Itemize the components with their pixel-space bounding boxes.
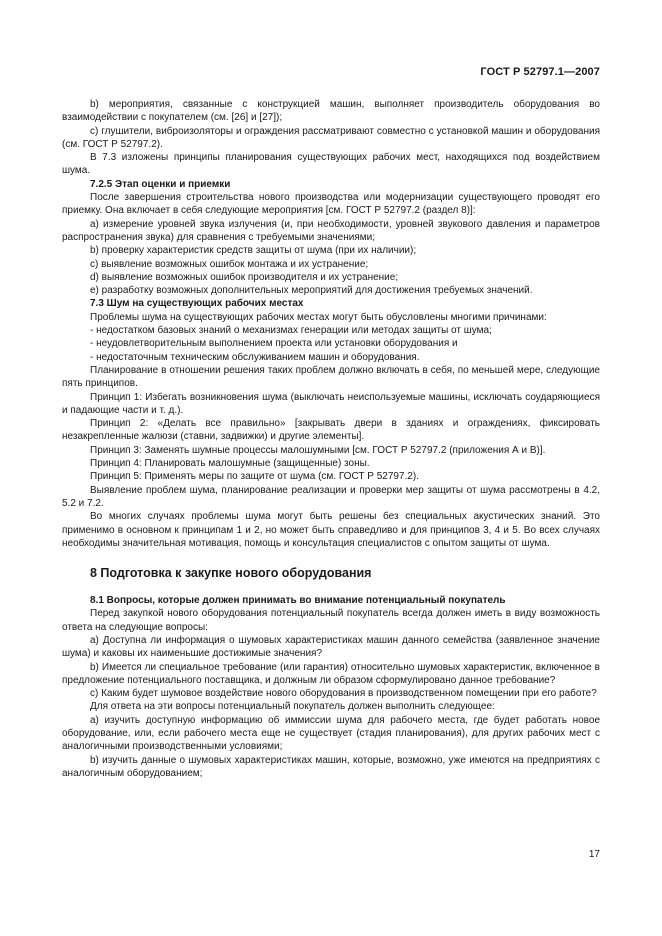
paragraph: В 7.3 изложены принципы планирования существующих рабочих мест, находящихся под воздействием шума.	[62, 152, 600, 177]
list-item: а) измерение уровней звука излучения (и, при необходимости, уровней звукового давления и параметров распространения звука) для сравнения с требуемыми значениями;	[62, 218, 600, 243]
paragraph: Принцип 5: Применять меры по защите от шума (см. ГОСТ Р 52797.2).	[90, 471, 419, 483]
paragraph: Принцип 2: «Делать все правильно» [закрывать двери в зданиях и ограждениях, фиксировать незакрепленные жалюзи (ставни, задвижки) и другие элементы].	[62, 418, 600, 443]
list-item: b) Имеется ли специальное требование (или гарантия) относительно шумовых характеристик, включенное в предложение потенциального поставщика, и должным ли образом сформулировано данное требование?	[62, 661, 600, 686]
paragraph: Выявление проблем шума, планирование реализации и проверки мер защиты от шума рассмотрены в 4.2, 5.2 и 7.2.	[62, 484, 600, 509]
list-item: - недостаточным техническим обслуживанием машин и оборудования.	[90, 351, 420, 363]
list-item: е) разработку возможных дополнительных мероприятий для достижения требуемых значений.	[90, 285, 533, 297]
paragraph: Принцип 4: Планировать малошумные (защищенные) зоны.	[90, 458, 370, 470]
section-heading: 8 Подготовка к закупке нового оборудования	[90, 566, 372, 581]
paragraph: с) глушители, виброизоляторы и ограждения рассматривают совместно с установкой машин и оборудования (см. ГОСТ Р 52797.2).	[62, 125, 600, 150]
list-item: d) выявление возможных ошибок производителя и их устранение;	[90, 271, 399, 283]
document-code: ГОСТ Р 52797.1—2007	[480, 66, 600, 78]
paragraph: b) мероприятия, связанные с конструкцией машин, выполняет производитель оборудования во взаимодействии с покупателем (см. [26] и [27]);	[62, 99, 600, 124]
paragraph: Проблемы шума на существующих рабочих местах могут быть обусловлены многими причинами:	[90, 311, 547, 323]
page-body	[62, 98, 600, 780]
subsection-heading: 8.1 Вопросы, которые должен принимать во внимание потенциальный покупатель	[90, 595, 506, 607]
paragraph: После завершения строительства нового производства или модернизации существующего проводят его приемку. Она включает в себя следующие мероприятия [см. ГОСТ Р 52797.2 (раздел 8)]:	[62, 192, 600, 217]
list-item: - недостатком базовых знаний о механизмах генерации или методах защиты от шума;	[90, 325, 492, 337]
paragraph: Принцип 1: Избегать возникновения шума (выключать неиспользуемые машины, исключать соударяющиеся и падающие части и т. д.).	[62, 391, 600, 416]
list-item: b) изучить данные о шумовых характеристиках машин, которые, возможно, уже имеются на предприятиях с аналогичным оборудованием;	[62, 754, 600, 779]
list-item: а) Доступна ли информация о шумовых характеристиках машин данного семейства (заявленное значение шума) и каковы их наименьшие достижимые значения?	[62, 634, 600, 660]
paragraph: Для ответа на эти вопросы потенциальный покупатель должен выполнить следующее:	[90, 701, 495, 713]
paragraph: Принцип 3: Заменять шумные процессы малошумными [см. ГОСТ Р 52797.2 (приложения А и В)].	[90, 444, 546, 456]
list-item: с) Каким будет шумовое воздействие нового оборудования в производственном помещении при его работе?	[90, 688, 597, 700]
paragraph: Перед закупкой нового оборудования потенциальный покупатель всегда должен иметь в виду возможность ответа на следующие вопросы:	[62, 608, 600, 633]
list-item: с) выявление возможных ошибок монтажа и их устранение;	[90, 258, 369, 270]
paragraph: Планирование в отношении решения таких проблем должно включать в себя, по меньшей мере, следующие пять принципов.	[62, 364, 600, 390]
list-item: b) проверку характеристик средств защиты от шума (при их наличии);	[90, 245, 417, 257]
list-item: - неудовлетворительным выполнением проекта или установки оборудования и	[90, 338, 458, 350]
subsection-heading: 7.2.5 Этап оценки и приемки	[90, 178, 231, 190]
subsection-heading: 7.3 Шум на существующих рабочих местах	[90, 298, 304, 310]
paragraph: Во многих случаях проблемы шума могут быть решены без специальных акустических знаний. Это применимо в основном к принципам 1 и 2, но может быть справедливо и для принципов 3, 4 и 5. Во всех случаях необходимы значительная мотивация, помощь и консультация специалистов с опытом защиты от шума.	[62, 511, 600, 549]
page-number: 17	[588, 849, 600, 860]
list-item: а) изучить доступную информацию об иммиссии шума для рабочего места, где будет работать новое оборудование, или, если рабочего места еще не существует (стадия планирования), для других рабочих мест с аналогичными производственными условиями;	[62, 714, 600, 753]
